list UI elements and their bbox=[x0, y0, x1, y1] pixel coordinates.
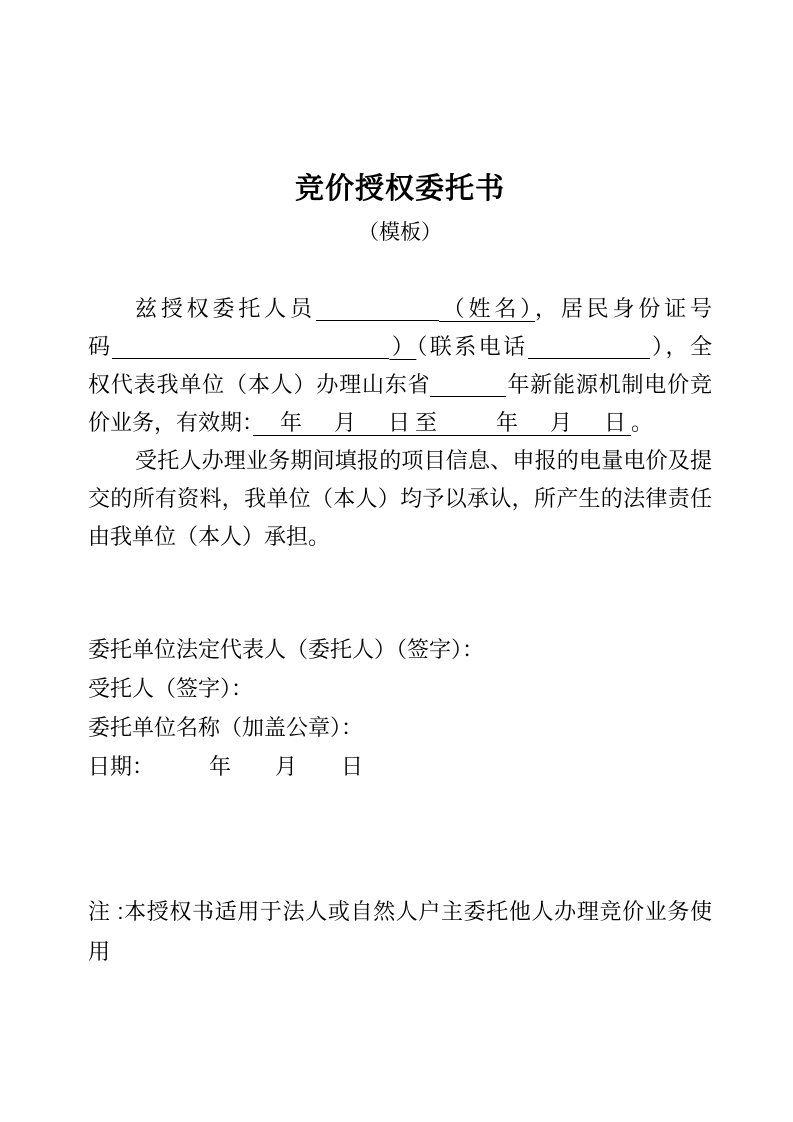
text-segment: ） bbox=[389, 334, 417, 359]
blank-field bbox=[112, 335, 389, 359]
text-segment: 兹授权委托人员 bbox=[135, 296, 316, 321]
signature-line-company: 委托单位名称（加盖公章）： bbox=[88, 715, 364, 740]
document-content bbox=[0, 170, 793, 972]
text-segment: ），全 bbox=[649, 334, 712, 359]
blank-field bbox=[316, 297, 439, 321]
footnote-text: 注 :本授权书适用于法人或自然人户主委托他人办理竞价业务使用 bbox=[88, 899, 712, 964]
text-segment: 价业务，有效期： bbox=[88, 410, 254, 435]
text-segment: 年 月 日至 年 月 日 bbox=[253, 410, 632, 435]
text-line bbox=[88, 366, 712, 404]
text-segment: 。 bbox=[631, 410, 654, 435]
signature-line-principal: 委托单位法定代表人（委托人）（签字）： bbox=[88, 637, 485, 662]
text-segment: （姓名） bbox=[438, 296, 535, 321]
signature-line-date: 日期： 年 月 日 bbox=[88, 754, 364, 779]
blank-field bbox=[430, 373, 506, 397]
text-segment: ，居民身份证号 bbox=[534, 296, 712, 321]
page-title: 竞价授权委托书 bbox=[294, 173, 505, 205]
text-line bbox=[88, 328, 712, 366]
text-segment: 码 bbox=[88, 334, 113, 359]
paragraph-authorization bbox=[88, 290, 712, 442]
blank-field bbox=[528, 335, 650, 359]
paragraph-liability: 受托人办理业务期间填报的项目信息、申报的电量电价及提交的所有资料，我单位（本人）均予以承认，所产生的法律责任由我单位（本人）承担。 bbox=[88, 448, 712, 549]
signature-line-agent: 受托人（签字）： bbox=[88, 676, 254, 701]
text-segment: （联系电话 bbox=[416, 334, 528, 359]
page-subtitle: （模板） bbox=[358, 221, 442, 244]
signature-block bbox=[88, 630, 712, 786]
text-line bbox=[88, 290, 712, 328]
text-segment: 权代表我单位（本人）办理山东省 bbox=[88, 372, 431, 397]
text-line bbox=[88, 404, 712, 442]
text-segment: 年新能源机制电价竞 bbox=[506, 372, 712, 397]
